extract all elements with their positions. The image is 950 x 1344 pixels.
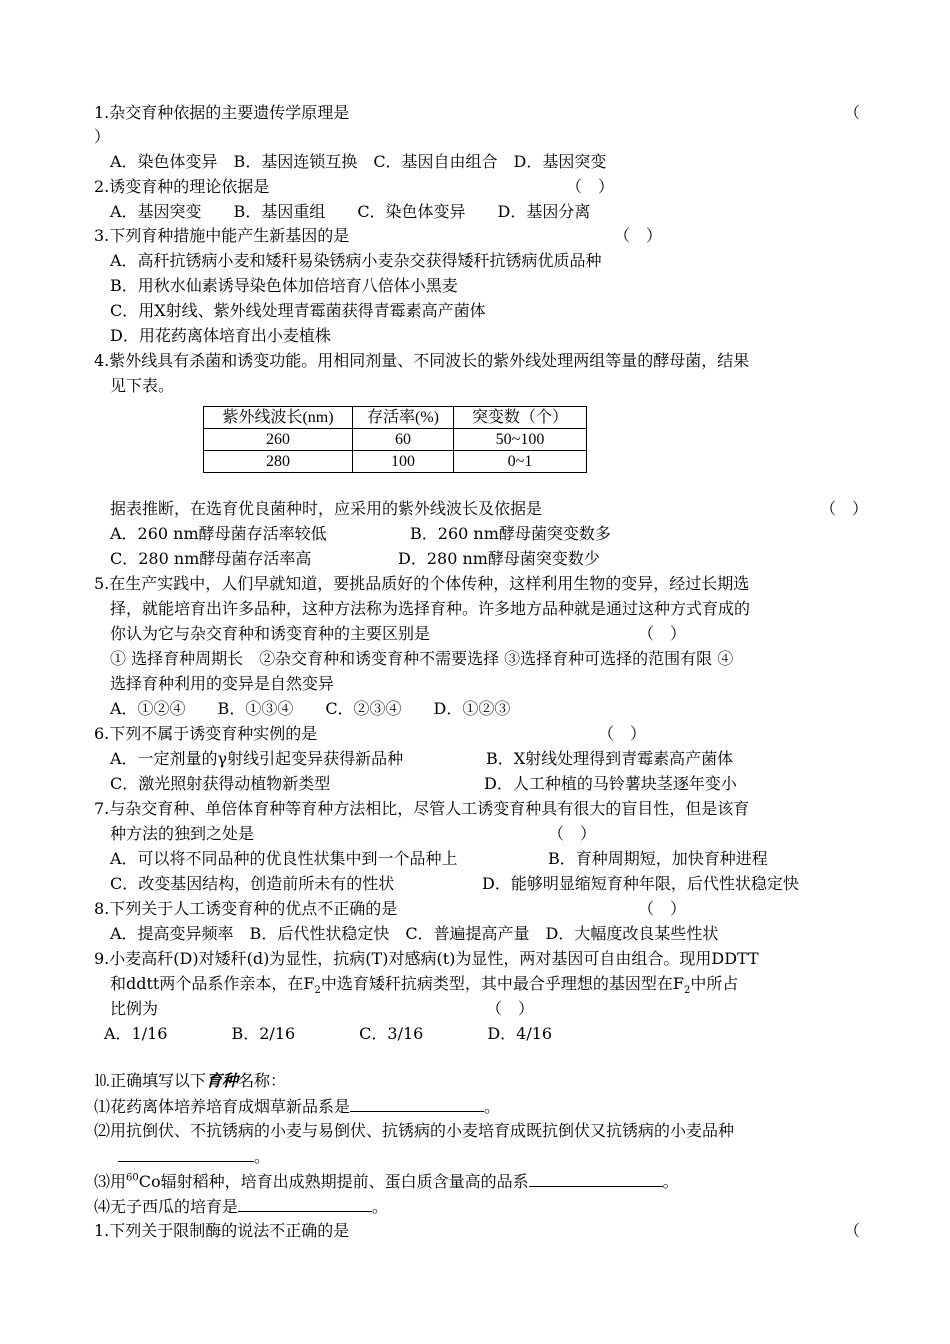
q7-option-b: B．育种周期短，加快育种进程	[548, 849, 768, 868]
q9-line3: 比例为	[110, 999, 159, 1018]
q6-option-c: C．激光照射获得动植物新类型	[110, 774, 331, 793]
table-cell: 280	[204, 451, 353, 473]
answer-blank[interactable]	[118, 1145, 254, 1162]
q7-option-d: D．能够明显缩短育种年限，后代性状稳定快	[482, 874, 799, 893]
q4-stem-line1: 4.紫外线具有杀菌和诱变功能。用相同剂量、不同波长的紫外线处理两组等量的酵母菌，结果	[94, 351, 750, 370]
q7-line2: 种方法的独到之处是	[110, 824, 255, 843]
q1-answer-paren-close: ）	[94, 127, 111, 146]
q5-line4: ① 选择育种周期长 ②杂交育种和诱变育种不需要选择 ③选择育种可选择的范围有限 ④	[110, 649, 734, 668]
table-header-cell: 突变数（个）	[454, 407, 587, 429]
q2-stem: 2.诱变育种的理论依据是	[94, 177, 270, 196]
q3-stem: 3.下列育种措施中能产生新基因的是	[94, 226, 350, 245]
q4-stem-line2: 见下表。	[110, 376, 175, 395]
q8-stem: 8.下列关于人工诱变育种的优点不正确的是	[94, 899, 398, 918]
q9-answer-paren: （ ）	[486, 999, 535, 1018]
q7-option-c: C．改变基因结构，创造前所未有的性状	[110, 874, 395, 893]
q5-answer-paren: （ ）	[638, 624, 687, 643]
q5-line2: 择，就能培育出许多品种，这种方法称为选择育种。许多地方品种就是通过这种方式育成的	[110, 599, 751, 618]
q8-answer-paren: （ ）	[638, 899, 687, 918]
q10-sub4: ⑷无子西瓜的培育是 。	[94, 1197, 389, 1216]
q3-option-c: C．用X射线、紫外线处理青霉菌获得青霉素高产菌体	[110, 301, 486, 320]
q10-sub3: ⑶用$^{60}$Co辐射稻种，培育出成熟期提前、蛋白质含量高的品系 。	[94, 1172, 679, 1191]
q10-stem: ⒑正确填写以下育种名称：	[94, 1071, 287, 1090]
uv-wavelength-table	[203, 406, 587, 473]
q6-answer-paren: （ ）	[598, 724, 647, 743]
q4-question: 据表推断，在选育优良菌种时，应采用的紫外线波长及依据是	[110, 499, 543, 518]
q1-stem: 1.杂交育种依据的主要遗传学原理是	[94, 103, 350, 122]
q3-answer-paren: （ ）	[614, 226, 663, 245]
q6-stem: 6.下列不属于诱变育种实例的是	[94, 724, 318, 743]
table-cell: 0~1	[454, 451, 587, 473]
q10-sub1: ⑴花药离体培养培育成烟草新品系是 。	[94, 1097, 501, 1116]
q4-option-a: A．260 nm酵母菌存活率较低	[110, 524, 327, 543]
answer-blank[interactable]	[238, 1195, 372, 1212]
table-header-row	[204, 407, 587, 429]
q6-option-b: B．X射线处理得到青霉素高产菌体	[486, 749, 734, 768]
table-cell: 260	[204, 429, 353, 451]
q4-answer-paren: （ ）	[820, 499, 869, 518]
table-row	[204, 429, 587, 451]
q5-line1: 5.在生产实践中，人们早就知道，要挑品质好的个体传种，这样利用生物的变异，经过长期选	[94, 574, 750, 593]
q1-answer-paren-open: （	[844, 103, 861, 122]
answer-blank[interactable]	[529, 1170, 663, 1187]
q4-option-b: B．260 nm酵母菌突变数多	[410, 524, 611, 543]
q2-options: A．基因突变 B．基因重组 C．染色体变异 D．基因分离	[110, 202, 591, 221]
q3-option-a: A．高秆抗锈病小麦和矮秆易染锈病小麦杂交获得矮秆抗锈病优质品种	[110, 251, 602, 270]
q10-sub2: ⑵用抗倒伏、不抗锈病的小麦与易倒伏、抗锈病的小麦培育成既抗倒伏又抗锈病的小麦品种	[94, 1121, 735, 1140]
q5-line5: 选择育种利用的变异是自然变异	[110, 674, 335, 693]
q8-options: A．提高变异频率 B．后代性状稳定快 C．普遍提高产量 D．大幅度改良某些性状	[110, 924, 719, 943]
q1-options: A．染色体变异 B．基因连锁互换 C．基因自由组合 D．基因突变	[110, 152, 607, 171]
q3-option-b: B．用秋水仙素诱导染色体加倍培育八倍体小黑麦	[110, 276, 458, 295]
table-cell: 100	[353, 451, 454, 473]
q6-option-d: D．人工种植的马铃薯块茎逐年变小	[484, 774, 737, 793]
q5-options: A．①②④ B．①③④ C．②③④ D．①②③	[110, 699, 511, 718]
q5-line3: 你认为它与杂交育种和诱变育种的主要区别是	[110, 624, 431, 643]
table-header-cell: 紫外线波长(nm)	[204, 407, 353, 429]
q11-stem: 1.下列关于限制酶的说法不正确的是	[94, 1221, 350, 1240]
q7-answer-paren: （ ）	[548, 824, 597, 843]
q9-line2: 和ddtt两个品系作亲本，在$F_2$中选育矮秆抗病类型，其中最合乎理想的基因型在$F_2$中所占	[110, 974, 739, 997]
q7-option-a: A．可以将不同品种的优良性状集中到一个品种上	[110, 849, 458, 868]
table-cell: 60	[353, 429, 454, 451]
q11-answer-paren-open: （	[844, 1221, 861, 1240]
q9-line1: 9.小麦高秆(D)对矮秆(d)为显性，抗病(T)对感病(t)为显性，两对基因可自由组合。现用DDTT	[94, 949, 759, 968]
q9-options: A．1/16 B．2/16 C．3/16 D．4/16	[104, 1024, 553, 1043]
table-row	[204, 451, 587, 473]
q2-answer-paren: （ ）	[566, 177, 615, 196]
table-header-cell: 存活率(%)	[353, 407, 454, 429]
table-cell: 50~100	[454, 429, 587, 451]
answer-blank[interactable]	[350, 1095, 484, 1112]
q3-option-d: D．用花药离体培育出小麦植株	[110, 326, 331, 345]
q7-line1: 7.与杂交育种、单倍体育种等育种方法相比，尽管人工诱变育种具有很大的盲目性，但是该育	[94, 799, 750, 818]
q10-sub2-answer: 。	[118, 1145, 270, 1167]
q6-option-a: A．一定剂量的γ射线引起变异获得新品种	[110, 749, 404, 768]
q4-option-d: D．280 nm酵母菌突变数少	[398, 549, 600, 568]
q4-option-c: C．280 nm酵母菌存活率高	[110, 549, 312, 568]
